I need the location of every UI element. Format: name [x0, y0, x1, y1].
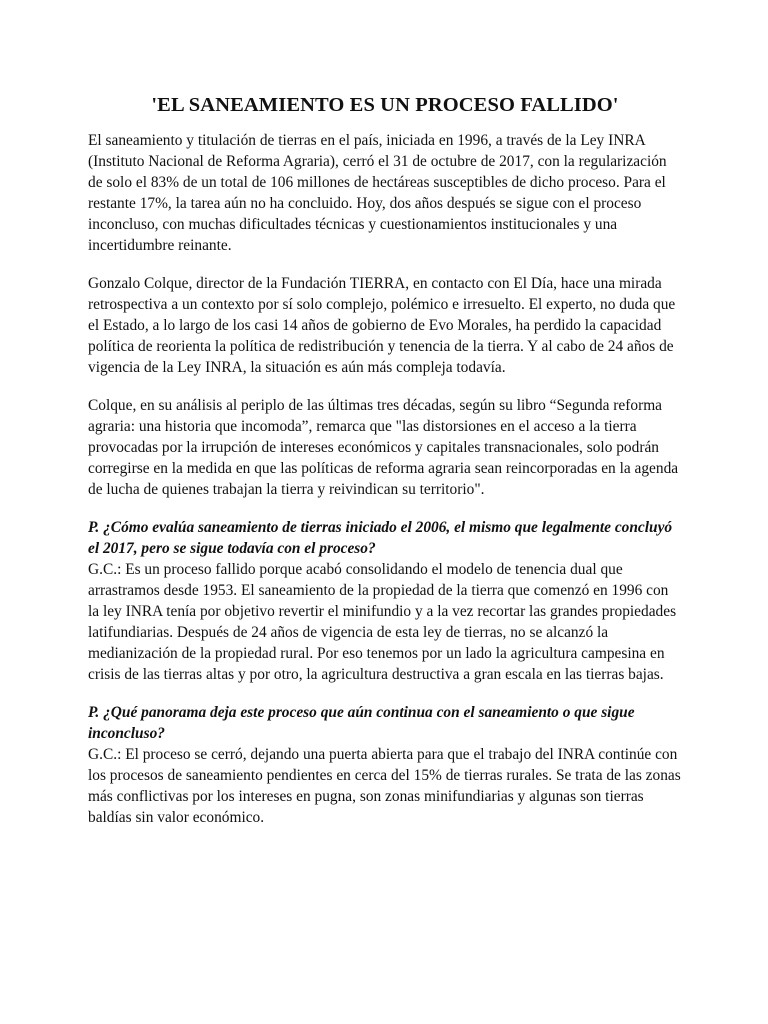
qa-block-1	[88, 517, 682, 685]
answer-1: G.C.: Es un proceso fallido porque acabó consolidando el modelo de tenencia dual que arrastramos desde 1953. El saneamiento de la propiedad de la tierra que comenzó en 1996 con la ley INRA tenía por objetivo revertir el minifundio y a la vez recortar las grandes propiedades latifundiarias. Después de 24 años de vigencia de esta ley de tierras, no se alcanzó la medianización de la propiedad rural. Por eso tenemos por un lado la agricultura campesina en crisis de las tierras altas y por otro, la agricultura destructiva a gran escala en las tierras bajas.	[88, 561, 677, 683]
qa-block-2	[88, 702, 682, 828]
paragraph-intro: El saneamiento y titulación de tierras en el país, iniciada en 1996, a través de la Ley INRA (Instituto Nacional de Reforma Agraria), cerró el 31 de octubre de 2017, con la regularización de solo el 83% de un total de 106 millones de hectáreas susceptibles de dicho proceso. Para el restante 17%, la tarea aún no ha concluido. Hoy, dos años después se sigue con el proceso inconcluso, con muchas dificultades técnicas y cuestionamientos institucionales y una incertidumbre reinante.	[88, 132, 667, 254]
article-title: 'EL SANEAMIENTO ES UN PROCESO FALLIDO'	[151, 94, 619, 116]
question-1: P. ¿Cómo evalúa saneamiento de tierras iniciado el 2006, el mismo que legalmente concluyó el 2017, pero se sigue todavía con el proceso?	[88, 519, 673, 557]
question-2: P. ¿Qué panorama deja este proceso que aún continua con el saneamiento o que sigue inconcluso?	[88, 704, 635, 742]
paragraph-analysis: Colque, en su análisis al periplo de las últimas tres décadas, según su libro “Segunda reforma agraria: una historia que incomoda”, remarca que "las distorsiones en el acceso a la tierra provocadas por la irrupción de intereses económicos y capitales transnacionales, solo podrán corregirse en la medida en que las políticas de reforma agraria sean reincorporadas en la agenda de lucha de quienes trabajan la tierra y reivindican su territorio".	[88, 397, 679, 498]
paragraph-colque: Gonzalo Colque, director de la Fundación TIERRA, en contacto con El Día, hace una mirada retrospectiva a un contexto por sí solo complejo, polémico e irresuelto. El experto, no duda que el Estado, a lo largo de los casi 14 años de gobierno de Evo Morales, ha perdido la capacidad política de reorienta la política de redistribución y tenencia de la tierra. Y al cabo de 24 años de vigencia de la Ley INRA, la situación es aún más compleja todavía.	[88, 275, 676, 376]
answer-2: G.C.: El proceso se cerró, dejando una puerta abierta para que el trabajo del INRA continúe con los procesos de saneamiento pendientes en cerca del 15% de tierras rurales. Se trata de las zonas más conflictivas por los intereses en pugna, son zonas minifundiarias y algunas son tierras baldías sin valor económico.	[88, 746, 681, 826]
document-page	[88, 92, 682, 845]
